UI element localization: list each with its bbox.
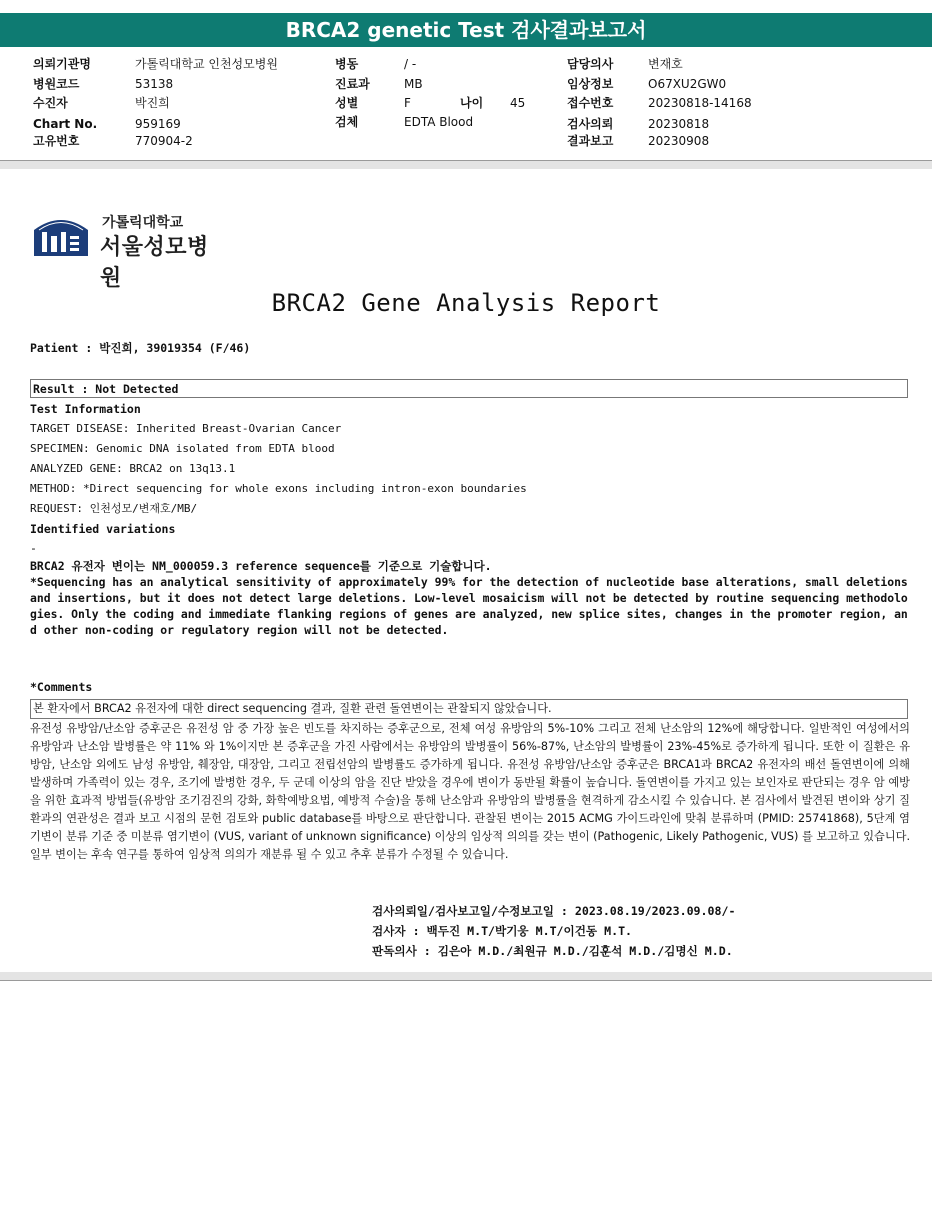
institution-value: 가톨릭대학교 인천성모병원 [135, 57, 278, 71]
test-info-heading: Test Information [30, 402, 141, 416]
hospital-code-label: 병원코드 [33, 77, 80, 91]
chart-no-label: Chart No. [33, 117, 98, 131]
specimen-line: SPECIMEN: Genomic DNA isolated from EDTA blood [30, 442, 335, 455]
specimen-label: 검체 [335, 115, 359, 129]
report-dates: 검사의뢰일/검사보고일/수정보고일 : 2023.08.19/2023.09.08/- [372, 904, 736, 918]
comments-heading: *Comments [30, 680, 93, 694]
logo-university-name: 가톨릭대학교 [102, 215, 184, 231]
report-title: BRCA2 Gene Analysis Report [271, 289, 661, 317]
recipient-label: 수진자 [33, 96, 68, 110]
comment-box [30, 699, 908, 719]
receipt-no-value: 20230818-14168 [648, 96, 752, 110]
age-label: 나이 [460, 96, 484, 110]
sex-value: F [404, 96, 411, 110]
ward-value: / - [404, 57, 417, 71]
result-box [30, 379, 908, 398]
result-text: Result : Not Detected [33, 382, 179, 396]
analyzed-gene: ANALYZED GENE: BRCA2 on 13q13.1 [30, 462, 236, 475]
result-date-value: 20230908 [648, 134, 710, 148]
logo-hospital-name: 서울성모병원 [100, 235, 209, 291]
comment-box-text: 본 환자에서 BRCA2 유전자에 대한 direct sequencing 결과, 질환 관련 돌연변이는 관찰되지 않았습니다. [33, 702, 552, 715]
institution-label: 의뢰기관명 [33, 57, 91, 71]
unique-no-label: 고유번호 [33, 134, 80, 148]
chart-no-value: 959169 [135, 117, 181, 131]
testers-line: 검사자 : 백두진 M.T/박기웅 M.T/이건동 M.T. [372, 924, 633, 938]
request-line: REQUEST: 인천성모/변재호/MB/ [30, 502, 198, 515]
hospital-code-value: 53138 [135, 77, 174, 91]
footer-divider [0, 980, 932, 981]
catholic-emblem-icon [30, 212, 92, 258]
clinical-info-value: O67XU2GW0 [648, 77, 727, 91]
receipt-no-label: 접수번호 [567, 96, 614, 110]
dept-label: 진료과 [335, 77, 370, 91]
header-band [0, 161, 932, 169]
footer-band [0, 972, 932, 980]
doctor-value: 변재호 [648, 57, 683, 71]
ward-label: 병동 [335, 57, 359, 71]
recipient-value: 박진희 [135, 96, 170, 110]
request-date-value: 20230818 [648, 117, 710, 131]
identified-value: - [30, 541, 37, 555]
patient-line: Patient : 박진희, 39019354 (F/46) [30, 341, 251, 355]
reference-note: BRCA2 유전자 변이는 NM_000059.3 reference sequence를 기준으로 기술합니다. [30, 559, 492, 573]
clinical-info-label: 임상정보 [567, 77, 614, 91]
request-date-label: 검사의뢰 [567, 117, 614, 131]
target-disease: TARGET DISEASE: Inherited Breast-Ovarian Cancer [30, 422, 342, 435]
comment-body: 유전성 유방암/난소암 증후군은 유전성 암 중 가장 높은 빈도를 차지하는 증후군으로, 전체 여성 유방암의 5%-10% 그리고 전체 난소암의 12%에 해당합니다. 일반적인 여성에서의 유방암과 난소암 발병률은 약 11% 와 1%이지만 본 증후군을 가진 사람에서는 유방암의 발병률이 56%-87%, 난소암의 발병률이 23%-45%로 증가하게 됩니다. 또한 이 질환은 유방암, 난소암 외에도 남성 유방암, 췌장암, 대장암, 그리고 전립선암의 발병률도 증가하게 됩니다. 유전성 유방암/난소암 증후군은 BRCA1과 BRCA2 유전자의 배선 돌연변이에 의해 발생하며 가족력이 있는 경우, 조기에 발병한 경우, 두 군데 이상의 암을 진단 받았을 경우에 변이가 동반될 확률이 높습니다. 돌연변이를 가지고 있는 보인자로 판단되는 경우 암 예방을 위한 효과적 방법들(유방암 조기검진의 강화, 화학예방요법, 예방적 수술)을 통해 난소암과 유방암의 발병률을 현격하게 감소시킬 수 있습니다. 본 검사에서 발견된 변이와 상기 질환과의 연관성은 결과 보고 시점의 문헌 검토와 public database를 바탕으로 판단합니다. 관찰된 변이는 2015 ACMG 가이드라인에 맞춰 분류하며 (PMID: 25741868), 5단계 염기변이 분류 기준 중 미분류 염기변이 (VUS, variant of unknown significance) 이상의 임상적 의의를 갖는 변이 (Pathogenic, Likely Pathogenic, VUS) 를 보고하고 있습니다. 일부 변이는 후속 연구를 통하여 임상적 의의가 재분류 될 수 있고 추후 분류가 수정될 수 있습니다. [30, 722, 910, 861]
age-value: 45 [510, 96, 526, 110]
report-header-title: BRCA2 genetic Test 검사결과보고서 [0, 13, 932, 47]
sex-label: 성별 [335, 96, 359, 110]
sensitivity-note: *Sequencing has an analytical sensitivity of approximately 99% for the detection of nucleotide base alterations, small deletions and insertions, but it does not detect large deletions. Low-level mosaicism will not be detected by routine sequencing methodologies. Only the coding and immediate flanking regions of genes are analyzed, new splice sites, changes in the promoter region, and other non-coding or regulatory region will not be detected. [30, 575, 908, 637]
specimen-value: EDTA Blood [404, 115, 474, 129]
doctor-label: 담당의사 [567, 57, 614, 71]
hospital-logo [30, 212, 230, 291]
unique-no-value: 770904-2 [135, 134, 193, 148]
result-date-label: 결과보고 [567, 134, 614, 148]
method-line: METHOD: *Direct sequencing for whole exons including intron-exon boundaries [30, 482, 527, 495]
dept-value: MB [404, 77, 423, 91]
identified-heading: Identified variations [30, 522, 176, 536]
readers-line: 판독의사 : 김은아 M.D./최원규 M.D./김훈석 M.D./김명신 M.D. [372, 944, 733, 958]
